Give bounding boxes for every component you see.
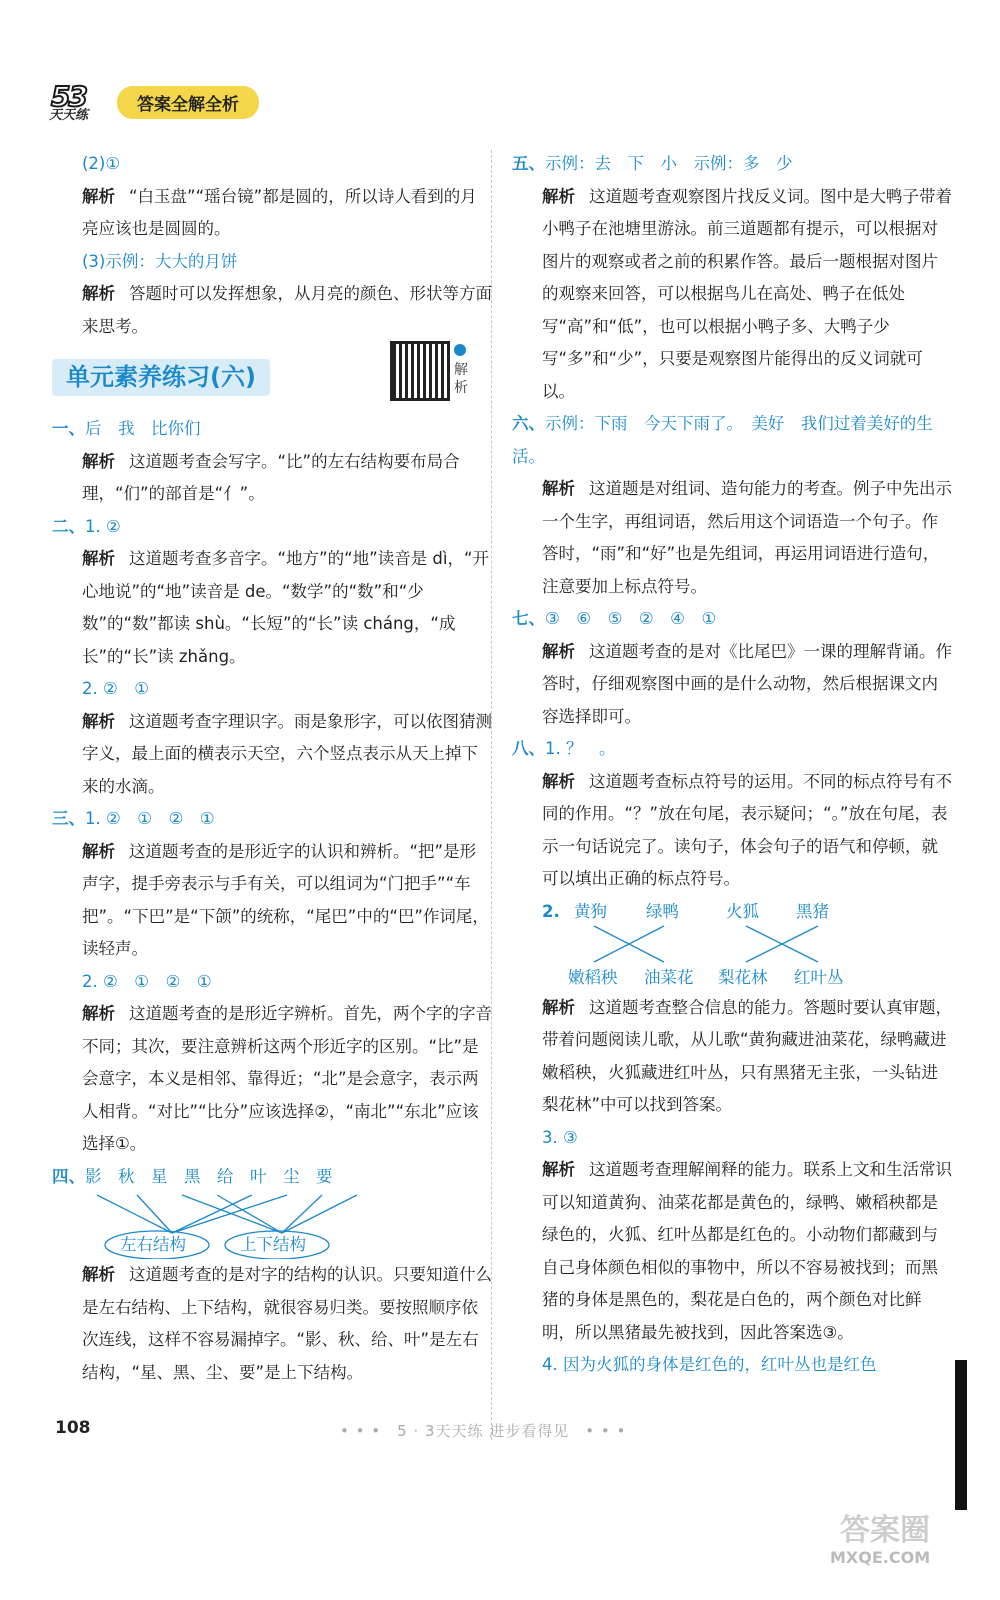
explanation-tag: 解析 bbox=[542, 479, 575, 498]
answer-text: 1. ？ 。 bbox=[545, 739, 616, 758]
answer-line bbox=[512, 148, 952, 181]
explanation-tag: 解析 bbox=[82, 841, 115, 861]
explanation-tag: 解析 bbox=[82, 711, 115, 731]
answer-line bbox=[52, 413, 492, 446]
answer-line: (3)示例：大大的月饼 bbox=[82, 251, 238, 271]
edge-bar bbox=[955, 1360, 967, 1510]
answer-text: 后 我 比你们 bbox=[85, 419, 201, 438]
explanation bbox=[512, 1154, 952, 1349]
explanation bbox=[52, 446, 492, 511]
question-number: 一、 bbox=[52, 419, 85, 438]
explanation-tag: 解析 bbox=[542, 641, 575, 661]
answer-line bbox=[52, 511, 492, 544]
answer-text: ③ ⑥ ⑤ ② ④ ① bbox=[545, 609, 717, 628]
match-top-item: 火狐 bbox=[726, 901, 759, 921]
explanation bbox=[52, 706, 492, 804]
explanation-text: 这道题考查会写字。“比”的左右结构要布局合理，“们”的部首是“亻”。 bbox=[82, 451, 460, 503]
explanation bbox=[512, 473, 952, 603]
match-top-item: 黄狗 bbox=[574, 901, 607, 921]
explanation bbox=[512, 992, 952, 1122]
explanation bbox=[52, 543, 492, 673]
section-title: 单元素养练习(六) bbox=[52, 359, 270, 396]
explanation-text: “白玉盘”“瑶台镜”都是圆的，所以诗人看到的月亮应该也是圆圆的。 bbox=[82, 186, 477, 238]
watermark-logo: 答案圈 bbox=[840, 1513, 930, 1548]
explanation-text: 这道题考查多音字。“地方”的“地”读音是 dì，“开心地说”的“地”读音是 de。“数学”的“数”和“少数”的“数”都读 shù。“长短”的“长”读 cháng，“成长”的“长”读 zhǎng。 bbox=[82, 549, 490, 666]
play-icon bbox=[454, 344, 466, 356]
question-number: 二、 bbox=[52, 516, 85, 536]
answer-line bbox=[52, 1161, 492, 1194]
match-bottom-item: 油菜花 bbox=[644, 967, 694, 987]
question-number: 八、 bbox=[512, 739, 545, 758]
qr-label-text: 解析 bbox=[454, 362, 468, 396]
animal-matching bbox=[512, 896, 952, 992]
question-number: 三、 bbox=[52, 809, 85, 828]
explanation-tag: 解析 bbox=[82, 284, 115, 303]
header-title: 答案全解全析 bbox=[117, 86, 259, 119]
qr-code[interactable] bbox=[390, 341, 450, 401]
answer-text: 示例：下雨 今天下雨了。 美好 我们过着美好的生活。 bbox=[512, 414, 933, 466]
explanation-text: 这道题考查字理识字。雨是象形字，可以依图猜测字义，最上面的横表示天空，六个竖点表示从天上掉下来的水滴。 bbox=[82, 711, 492, 796]
structure-matching bbox=[52, 1193, 492, 1259]
explanation-text: 这道题考查的是形近字的认识和辨析。“把”是形声字，提手旁表示与手有关，可以组词为“门把手”“车把”。“下巴”是“下颌”的统称，“尾巴”中的“巴”作词尾，读轻声。 bbox=[82, 841, 489, 958]
explanation-text: 这道题考查观察图片找反义词。图中是大鸭子带着小鸭子在池塘里游泳。前三道题都有提示，可以根据对图片的观察或者之前的积累作答。最后一题根据对图片的观察来回答，可以根据鸟儿在高处、鸭子在低处写“高”和“低”，也可以根据小鸭子多、大鸭子少写“多”和“少”，只要是观察图片能得出的反义词就可以。 bbox=[542, 186, 952, 401]
brand-logo bbox=[45, 82, 107, 122]
match-bottom-item: 梨花林 bbox=[718, 967, 768, 987]
explanation-tag: 解析 bbox=[82, 1004, 115, 1023]
page-header bbox=[45, 82, 259, 122]
logo-number: 53 bbox=[51, 80, 86, 113]
explanation-text: 这道题考查标点符号的运用。不同的标点符号有不同的作用。“？”放在句尾，表示疑问；“。”放在句尾，表示一句话说完了。读句子，体会句子的语气和停顿，就可以填出正确的标点符号。 bbox=[542, 771, 952, 888]
explanation bbox=[512, 766, 952, 896]
match-top-item: 黑猪 bbox=[796, 901, 829, 921]
question-number: 五、 bbox=[512, 154, 545, 173]
logo-text: 天天练 bbox=[49, 108, 89, 123]
match-bottom-item: 嫩稻秧 bbox=[568, 967, 618, 987]
answer-line: 2. ② ① bbox=[82, 679, 150, 698]
explanation-text: 这道题考查的是形近字辨析。首先，两个字的字音不同；其次，要注意辨析这两个形近字的区别。“比”是会意字，本义是相邻、靠得近；“北”是会意字，表示两人相背。“对比”“比分”应该选择②，“南北”“东北”应该选择①。 bbox=[82, 1004, 492, 1153]
explanation bbox=[52, 998, 492, 1161]
answer-text: 1. ② ① ② ① bbox=[85, 809, 215, 828]
explanation-tag: 解析 bbox=[82, 186, 115, 206]
answer-line: 2. ② ① ② ① bbox=[82, 971, 212, 991]
explanation-text: 这道题考查的是对《比尾巴》一课的理解背诵。作答时，仔细观察图中画的是什么动物，然后根据课文内容选择即可。 bbox=[542, 641, 952, 726]
explanation-tag: 解析 bbox=[542, 186, 575, 206]
oval-label-top-bottom: 上下结构 bbox=[240, 1235, 306, 1254]
match-top-item: 绿鸭 bbox=[646, 901, 679, 921]
answer-line bbox=[512, 733, 952, 766]
explanation-tag: 解析 bbox=[82, 451, 115, 471]
answer-line: (2)① bbox=[82, 154, 121, 173]
explanation-tag: 解析 bbox=[542, 771, 575, 791]
explanation-text: 这道题考查理解阐释的能力。联系上文和生活常识可以知道黄狗、油菜花都是黄色的，绿鸭、嫩稻秧都是绿色的，火狐、红叶丛都是红色的。小动物们都藏到与自己身体颜色相似的事物中，所以不容易被找到；而黑猪的身体是黑色的，梨花是白色的，两个颜色对比鲜明，所以黑猪最先被找到，因此答案选③。 bbox=[542, 1160, 952, 1342]
oval-label-left-right: 左右结构 bbox=[120, 1235, 186, 1254]
explanation bbox=[52, 836, 492, 966]
answer-text: 示例：去 下 小 示例：多 少 bbox=[545, 154, 793, 173]
answer-line bbox=[52, 803, 492, 836]
explanation-text: 这道题是对组词、造句能力的考查。例子中先出示一个生字，再组词语，然后用这个词语造一个句子。作答时，“雨”和“好”也是先组词，再运用词语进行造句，注意要加上标点符号。 bbox=[542, 479, 952, 596]
answer-text: 影 秋 星 黑 给 叶 尘 要 bbox=[85, 1166, 333, 1186]
question-number: 七、 bbox=[512, 609, 545, 628]
explanation bbox=[52, 1259, 492, 1389]
question-number: 六、 bbox=[512, 414, 545, 433]
match-bottom-item: 红叶丛 bbox=[794, 967, 844, 987]
footer-slogan: • • • 5 · 3天天练 进步看得见 • • • bbox=[340, 1422, 627, 1440]
explanation bbox=[512, 181, 952, 409]
explanation bbox=[52, 278, 492, 343]
answer-line: 3. ③ bbox=[542, 1127, 578, 1147]
explanation bbox=[52, 181, 492, 246]
answer-line bbox=[512, 603, 952, 636]
question-number: 四、 bbox=[52, 1166, 85, 1186]
explanation bbox=[512, 636, 952, 734]
qr-label bbox=[454, 343, 472, 397]
sub-question-number: 2. bbox=[542, 901, 560, 921]
explanation-text: 答题时可以发挥想象，从月亮的颜色、形状等方面来思考。 bbox=[82, 284, 492, 336]
explanation-tag: 解析 bbox=[542, 997, 575, 1017]
answer-text: 1. ② bbox=[85, 516, 121, 536]
explanation-tag: 解析 bbox=[82, 549, 115, 568]
left-column bbox=[52, 148, 492, 1389]
explanation-tag: 解析 bbox=[542, 1160, 575, 1179]
answer-line: 4. 因为火狐的身体是红色的，红叶丛也是红色 bbox=[542, 1355, 877, 1374]
explanation-text: 这道题考查的是对字的结构的认识。只要知道什么是左右结构、上下结构，就很容易归类。要按照顺序依次连线，这样不容易漏掉字。“影、秋、给、叶”是左右结构，“星、黑、尘、要”是上下结构。 bbox=[82, 1265, 492, 1382]
page-number: 108 bbox=[55, 1418, 91, 1438]
watermark-url: MXQE.COM bbox=[830, 1548, 931, 1567]
right-column bbox=[512, 148, 952, 1382]
explanation-text: 这道题考查整合信息的能力。答题时要认真审题，带着问题阅读儿歌，从儿歌“黄狗藏进油菜花，绿鸭藏进嫩稻秧，火狐藏进红叶丛，只有黑猪无主张，一头钻进梨花林”中可以找到答案。 bbox=[542, 997, 952, 1114]
explanation-tag: 解析 bbox=[82, 1265, 115, 1284]
answer-line bbox=[512, 408, 952, 473]
section-heading bbox=[52, 353, 492, 405]
